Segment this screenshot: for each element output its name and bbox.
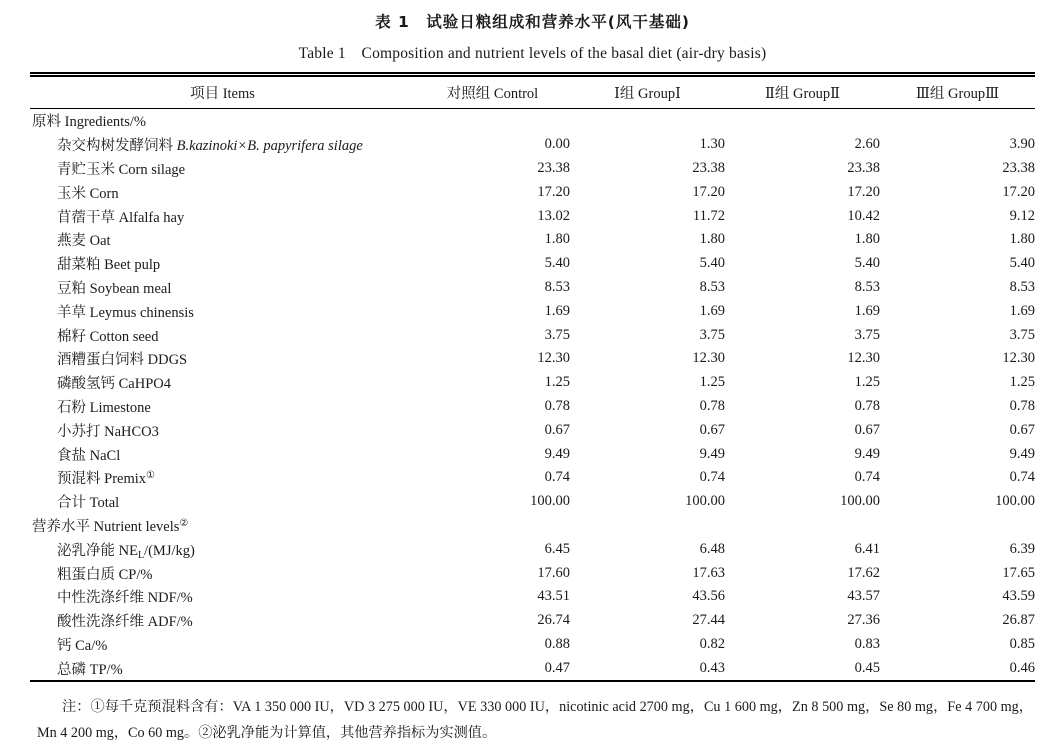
value-cell: 0.45 <box>854 659 880 676</box>
value-cell: 0.78 <box>699 397 725 414</box>
item-label: 食盐 NaCl <box>57 447 121 464</box>
value-cell: 43.56 <box>692 588 725 605</box>
value-cell: 12.30 <box>1002 350 1035 367</box>
value-cell: 26.74 <box>537 612 570 629</box>
value-cell: 12.30 <box>847 350 880 367</box>
value-cell: 3.75 <box>699 326 725 343</box>
item-label: 杂交构树发酵饲料 B.kazinoki×B. papyrifera silage <box>57 138 363 155</box>
table-footnote: 注：①每千克预混料含有：VA 1 350 000 IU，VD 3 275 000 IU，VE 330 000 IU，nicotinic acid 2700 mg，Cu 1 600 mg，Zn 8 500 mg，Se 80 mg，Fe 4 700 mg，Mn 4 200 mg，Co 60 mg。②泌乳净能为计算值，其他营养指标为实测值。 <box>37 699 1033 741</box>
value-cell: 5.40 <box>699 255 725 272</box>
value-cell: 23.38 <box>537 159 570 176</box>
value-cell: 43.51 <box>537 588 570 605</box>
item-row <box>30 228 1035 252</box>
value-cell: 17.60 <box>537 564 570 581</box>
value-cell: 0.88 <box>544 635 570 652</box>
value-cell: 0.74 <box>544 469 570 486</box>
table-title-zh: 表 1 试验日粮组成和营养水平(风干基础) <box>375 13 690 31</box>
value-cell: 6.41 <box>854 540 880 557</box>
value-cell: 0.00 <box>544 136 570 153</box>
value-cell: 43.59 <box>1002 588 1035 605</box>
col-header-group2: Ⅱ组 GroupⅡ <box>725 75 880 109</box>
item-row <box>30 466 1035 490</box>
item-label: 磷酸氢钙 CaHPO4 <box>57 376 171 393</box>
item-row <box>30 347 1035 371</box>
item-row <box>30 609 1035 633</box>
value-cell: 9.49 <box>699 445 725 462</box>
value-cell: 43.57 <box>847 588 880 605</box>
value-cell: 100.00 <box>530 493 570 510</box>
value-cell: 17.62 <box>847 564 880 581</box>
value-cell: 1.69 <box>544 302 570 319</box>
value-cell: 17.20 <box>537 183 570 200</box>
value-cell <box>725 109 880 133</box>
section-row <box>30 514 1035 538</box>
value-cell: 1.80 <box>1009 231 1035 248</box>
value-cell: 100.00 <box>995 493 1035 510</box>
item-row <box>30 371 1035 395</box>
item-label: 泌乳净能 $NE_L/(MJ/kg)$ <box>57 542 195 561</box>
value-cell: 23.38 <box>1002 159 1035 176</box>
value-cell: 3.75 <box>854 326 880 343</box>
item-row <box>30 442 1035 466</box>
value-cell: 8.53 <box>699 278 725 295</box>
value-cell: 0.85 <box>1009 635 1035 652</box>
item-label: 苜蓿干草 Alfalfa hay <box>57 209 185 226</box>
item-label: 羊草 Leymus chinensis <box>57 304 194 321</box>
item-row <box>30 395 1035 419</box>
table-title-en: Table 1 Composition and nutrient levels of the basal diet (air-dry basis) <box>298 45 767 62</box>
value-cell: 23.38 <box>847 159 880 176</box>
col-header-group1: Ⅰ组 GroupⅠ <box>570 75 725 109</box>
diet-composition-table <box>30 72 1035 682</box>
value-cell: 6.48 <box>699 540 725 557</box>
value-cell: 17.65 <box>1002 564 1035 581</box>
value-cell: 8.53 <box>1009 278 1035 295</box>
col-header-group3: Ⅲ组 GroupⅢ <box>880 75 1035 109</box>
value-cell: 1.69 <box>1009 302 1035 319</box>
col-header-control: 对照组 Control <box>415 75 570 109</box>
item-label: 豆粕 Soybean meal <box>57 280 172 297</box>
value-cell: 27.36 <box>847 612 880 629</box>
item-label: 酒糟蛋白饲料 DDGS <box>57 352 188 369</box>
item-label: 预混料 Premix① <box>57 470 155 488</box>
value-cell: 1.69 <box>854 302 880 319</box>
value-cell: 13.02 <box>537 207 570 224</box>
value-cell: 0.78 <box>544 397 570 414</box>
value-cell: 6.45 <box>544 540 570 557</box>
value-cell: 17.63 <box>692 564 725 581</box>
item-row <box>30 656 1035 681</box>
value-cell: 9.49 <box>1009 445 1035 462</box>
value-cell: 9.49 <box>544 445 570 462</box>
item-row <box>30 323 1035 347</box>
item-label: 原料 Ingredients/% <box>32 114 146 131</box>
item-row <box>30 537 1035 561</box>
value-cell: 5.40 <box>1009 255 1035 272</box>
value-cell: 12.30 <box>692 350 725 367</box>
value-cell: 100.00 <box>840 493 880 510</box>
item-row <box>30 204 1035 228</box>
value-cell <box>570 109 725 133</box>
value-cell: 1.80 <box>544 231 570 248</box>
value-cell: 0.83 <box>854 635 880 652</box>
value-cell: 6.39 <box>1009 540 1035 557</box>
value-cell: 10.42 <box>847 207 880 224</box>
value-cell: 3.90 <box>1009 136 1035 153</box>
item-label: 酸性洗涤纤维 ADF/% <box>57 614 193 631</box>
value-cell: 9.12 <box>1009 207 1035 224</box>
item-row <box>30 585 1035 609</box>
value-cell: 0.78 <box>854 397 880 414</box>
item-label: 甜菜粕 Beet pulp <box>57 257 161 274</box>
value-cell: 1.25 <box>1009 374 1035 391</box>
value-cell: 1.25 <box>854 374 880 391</box>
value-cell: 1.69 <box>699 302 725 319</box>
value-cell: 0.47 <box>544 659 570 676</box>
value-cell: 0.43 <box>699 659 725 676</box>
value-cell: 0.82 <box>699 635 725 652</box>
value-cell: 17.20 <box>1002 183 1035 200</box>
value-cell: 23.38 <box>692 159 725 176</box>
value-cell: 12.30 <box>537 350 570 367</box>
item-row <box>30 180 1035 204</box>
item-label: 棉籽 Cotton seed <box>57 328 159 345</box>
value-cell: 26.87 <box>1002 612 1035 629</box>
item-row <box>30 633 1035 657</box>
header-row <box>30 75 1035 109</box>
section-row <box>30 109 1035 133</box>
diet-table-body <box>30 109 1035 682</box>
value-cell: 0.74 <box>1009 469 1035 486</box>
value-cell: 0.67 <box>854 421 880 438</box>
item-label: 总磷 TP/% <box>57 661 123 678</box>
value-cell: 0.67 <box>699 421 725 438</box>
item-row <box>30 276 1035 300</box>
item-label: 合计 Total <box>57 495 120 512</box>
item-row <box>30 252 1035 276</box>
value-cell <box>570 514 725 538</box>
item-row <box>30 157 1035 181</box>
value-cell <box>415 109 570 133</box>
value-cell: 0.67 <box>544 421 570 438</box>
value-cell: 11.72 <box>692 207 725 224</box>
value-cell: 1.30 <box>699 136 725 153</box>
value-cell: 0.46 <box>1009 659 1035 676</box>
value-cell: 3.75 <box>544 326 570 343</box>
value-cell: 17.20 <box>692 183 725 200</box>
value-cell: 9.49 <box>854 445 880 462</box>
value-cell <box>725 514 880 538</box>
value-cell: 0.74 <box>699 469 725 486</box>
item-row <box>30 299 1035 323</box>
item-label: 玉米 Corn <box>57 185 119 202</box>
item-label: 粗蛋白质 CP/% <box>57 566 153 583</box>
value-cell: 0.74 <box>854 469 880 486</box>
value-cell <box>880 514 1035 538</box>
value-cell: 2.60 <box>854 136 880 153</box>
value-cell: 1.25 <box>544 374 570 391</box>
col-header-items: 项目 Items <box>30 75 415 109</box>
value-cell: 1.80 <box>699 231 725 248</box>
item-label: 燕麦 Oat <box>57 233 111 250</box>
value-cell: 100.00 <box>685 493 725 510</box>
item-row <box>30 418 1035 442</box>
value-cell: 17.20 <box>847 183 880 200</box>
value-cell: 8.53 <box>544 278 570 295</box>
value-cell: 0.67 <box>1009 421 1035 438</box>
value-cell <box>880 109 1035 133</box>
item-label: 青贮玉米 Corn silage <box>57 161 186 178</box>
item-row <box>30 490 1035 514</box>
value-cell: 1.80 <box>854 231 880 248</box>
item-label: 中性洗涤纤维 NDF/% <box>57 590 193 607</box>
item-label: 钙 Ca/% <box>57 637 108 654</box>
value-cell: 3.75 <box>1009 326 1035 343</box>
value-cell: 5.40 <box>854 255 880 272</box>
item-label: 营养水平 Nutrient levels② <box>32 517 189 535</box>
value-cell <box>415 514 570 538</box>
value-cell: 8.53 <box>854 278 880 295</box>
value-cell: 0.78 <box>1009 397 1035 414</box>
value-cell: 5.40 <box>544 255 570 272</box>
item-label: 石粉 Limestone <box>57 399 151 416</box>
value-cell: 27.44 <box>692 612 725 629</box>
value-cell: 1.25 <box>699 374 725 391</box>
item-row <box>30 133 1035 157</box>
item-row <box>30 561 1035 585</box>
item-label: 小苏打 NaHCO3 <box>57 423 159 440</box>
